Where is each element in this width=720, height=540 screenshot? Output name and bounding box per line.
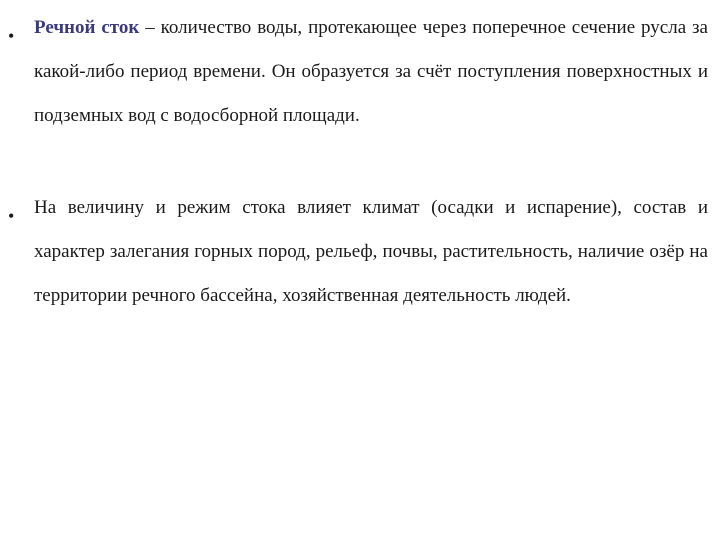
definition-text: – количество воды, протекающее через поперечное сечение русла за какой-либо период времени. Он образуется за счёт поступления поверхностных и подземных вод с водосборной площади. [34, 17, 708, 126]
bullet-icon: • [8, 206, 15, 226]
term-river-runoff: Речной сток [34, 17, 140, 38]
factors-text: На величину и режим стока влияет климат (осадки и испарение), состав и характер залегания горных пород, рельеф, почвы, растительность, наличие озёр на территории речного бассейна, хозяйственная деятельность людей. [34, 197, 708, 306]
bullet-text [34, 6, 708, 138]
bullet-text [34, 186, 708, 318]
bullet-icon: • [8, 26, 15, 46]
